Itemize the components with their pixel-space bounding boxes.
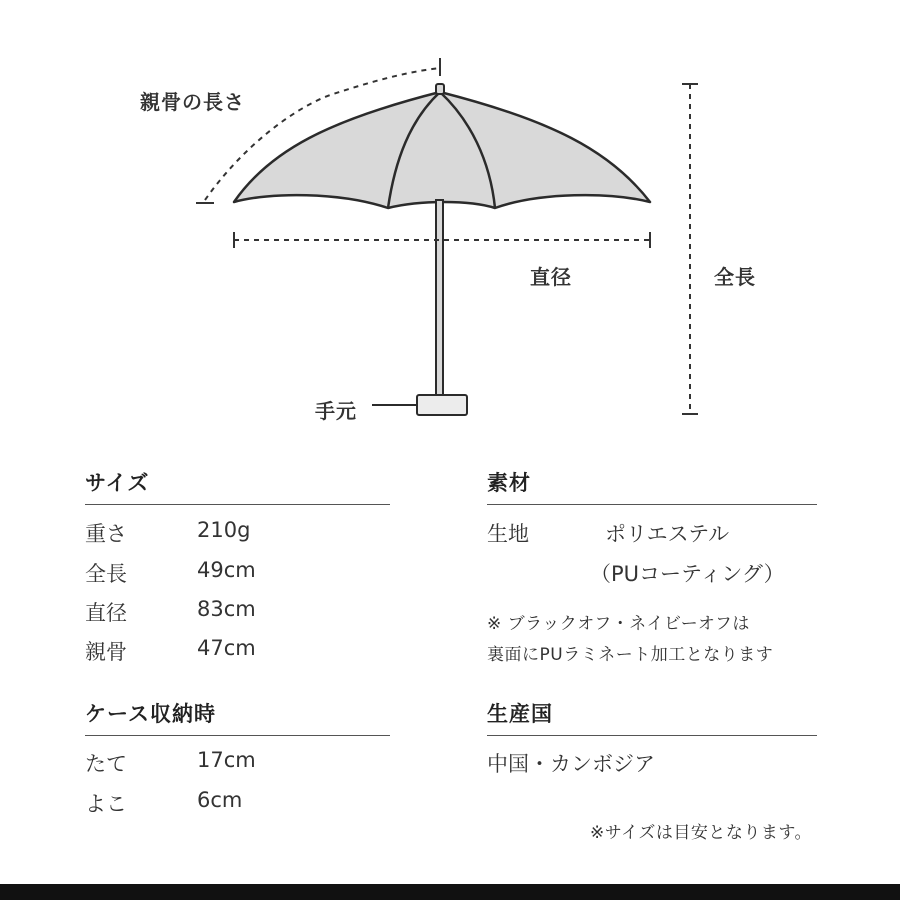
umbrella-shaft <box>436 200 443 396</box>
size-row-rib <box>85 636 390 664</box>
size-row-label: 親骨 <box>85 640 127 664</box>
size-row-value: 49cm <box>197 558 256 582</box>
case-row-width <box>85 788 390 816</box>
size-row-value: 210g <box>197 518 251 542</box>
size-row-label: 直径 <box>85 601 127 625</box>
rib-length-label: 親骨の長さ <box>140 90 245 114</box>
umbrella-canopy <box>234 92 650 208</box>
size-row-value: 47cm <box>197 636 256 660</box>
case-row-height <box>85 748 390 776</box>
handle-label: 手元 <box>315 399 357 423</box>
case-row-label: たて <box>85 752 127 776</box>
material-divider <box>487 504 817 505</box>
umbrella-handle <box>417 395 467 415</box>
origin-section-title: 生産国 <box>487 702 553 726</box>
umbrella-diagram <box>0 0 900 440</box>
fabric-value-line1: ポリエステル <box>605 522 730 546</box>
length-label: 全長 <box>714 265 756 289</box>
size-row-value: 83cm <box>197 597 256 621</box>
footnote: ※サイズは目安となります。 <box>590 823 813 843</box>
origin-value: 中国・カンボジア <box>487 752 655 776</box>
diameter-label: 直径 <box>530 265 572 289</box>
material-note-line2: 裏面にPUラミネート加工となります <box>487 645 774 665</box>
material-note-line1: ※ ブラックオフ・ネイビーオフは <box>487 614 750 634</box>
case-section-title: ケース収納時 <box>85 702 216 726</box>
case-row-label: よこ <box>85 792 127 816</box>
case-divider <box>85 735 390 736</box>
fabric-value-line2: （PUコーティング） <box>590 562 785 586</box>
size-row-length <box>85 558 390 586</box>
size-row-diameter <box>85 597 390 625</box>
size-row-label: 重さ <box>85 522 127 546</box>
bottom-bar <box>0 884 900 900</box>
case-row-value: 6cm <box>197 788 243 812</box>
umbrella-tip <box>436 84 444 94</box>
fabric-label: 生地 <box>487 522 529 546</box>
origin-divider <box>487 735 817 736</box>
case-row-value: 17cm <box>197 748 256 772</box>
size-row-weight <box>85 518 390 546</box>
size-section-title: サイズ <box>85 471 150 495</box>
material-section-title: 素材 <box>487 471 531 495</box>
size-row-label: 全長 <box>85 562 127 586</box>
size-divider <box>85 504 390 505</box>
